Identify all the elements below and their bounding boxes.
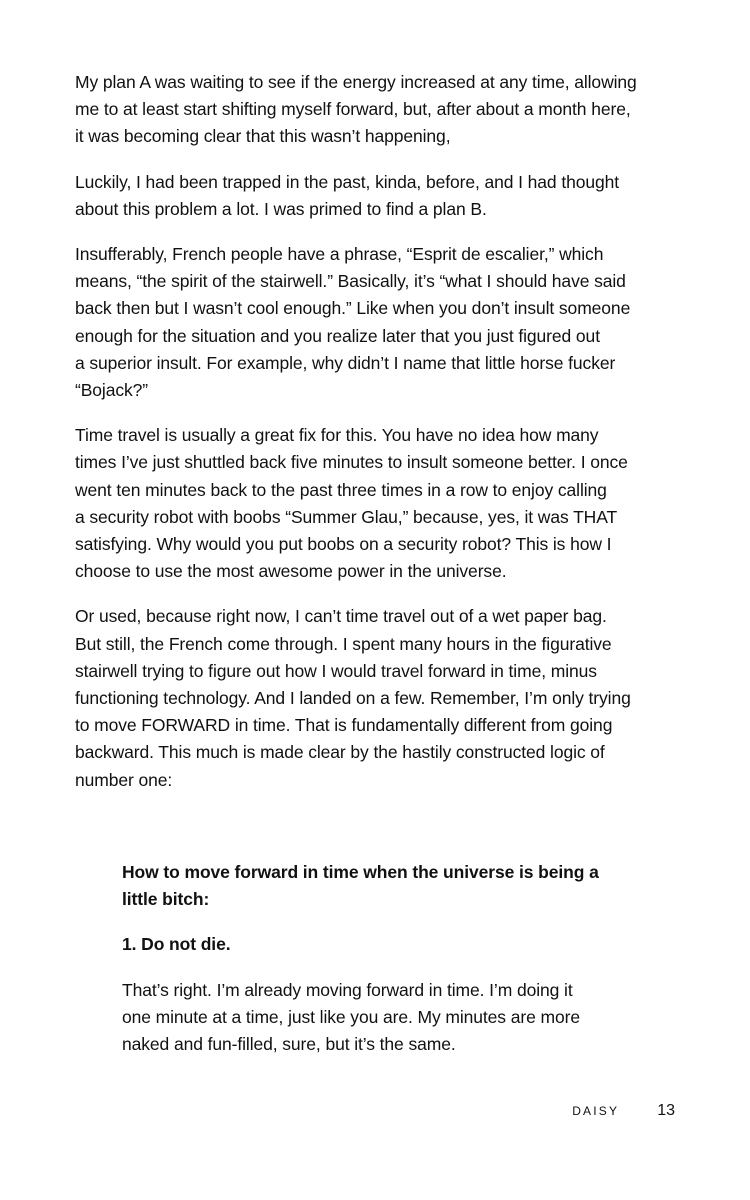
page-number: 13 — [657, 1102, 675, 1119]
text-line: But still, the French come through. I spent many hours in the figurative — [75, 633, 612, 654]
paragraph-esprit — [75, 241, 675, 404]
text-line: naked and fun-filled, sure, but it’s the same. — [122, 1034, 456, 1055]
body-text — [75, 69, 675, 812]
text-line: back then but I wasn’t cool enough.” Like when you don’t insult someone — [75, 298, 631, 319]
paragraph-plan-a — [75, 69, 675, 151]
paragraph-time-travel — [75, 422, 675, 585]
text-line: functioning technology. And I landed on a few. Remember, I’m only trying — [75, 688, 631, 709]
text-line: to move FORWARD in time. That is fundamentally different from going — [75, 715, 613, 736]
list-item-text — [122, 977, 622, 1059]
page-footer — [572, 1102, 675, 1120]
text-line: Insufferably, French people have a phrase, “Esprit de escalier,” which — [75, 244, 604, 265]
text-line: a security robot with boobs “Summer Glau,” because, yes, it was THAT — [75, 506, 618, 527]
text-line: Or used, because right now, I can’t time travel out of a wet paper bag. — [75, 606, 607, 627]
list-item-title: 1. Do not die. — [122, 934, 231, 955]
text-line: number one: — [75, 769, 173, 790]
text-line: about this problem a lot. I was primed to find a plan B. — [75, 198, 487, 219]
paragraph-plan-b — [75, 169, 675, 223]
text-line: me to at least start shifting myself forward, but, after about a month here, — [75, 99, 631, 120]
text-line: went ten minutes back to the past three times in a row to enjoy calling — [75, 479, 607, 500]
text-line: means, “the spirit of the stairwell.” Basically, it’s “what I should have said — [75, 271, 626, 292]
text-line: one minute at a time, just like you are. My minutes are more — [122, 1006, 580, 1027]
text-line: stairwell trying to figure out how I would travel forward in time, minus — [75, 660, 597, 681]
text-line: How to move forward in time when the universe is being a — [122, 862, 599, 882]
text-line: Luckily, I had been trapped in the past, kinda, before, and I had thought — [75, 171, 620, 192]
text-line: That’s right. I’m already moving forward in time. I’m doing it — [122, 979, 573, 1000]
indented-list — [122, 859, 622, 1058]
text-line: satisfying. Why would you put boobs on a security robot? This is how I — [75, 534, 612, 555]
text-line: times I’ve just shuttled back five minutes to insult someone better. I once — [75, 452, 628, 473]
list-heading — [122, 859, 622, 913]
text-line: little bitch: — [122, 889, 210, 910]
running-head: DAISY — [572, 1104, 620, 1118]
text-line: backward. This much is made clear by the hastily constructed logic of — [75, 742, 605, 763]
text-line: My plan A was waiting to see if the energy increased at any time, allowing — [75, 72, 637, 92]
paragraph-or-used — [75, 603, 675, 793]
text-line: enough for the situation and you realize later that you just figured out — [75, 325, 600, 346]
text-line: “Bojack?” — [75, 380, 149, 401]
text-line: it was becoming clear that this wasn’t happening, — [75, 126, 451, 147]
text-line: a superior insult. For example, why didn’t I name that little horse fucker — [75, 352, 616, 373]
text-line: Time travel is usually a great fix for this. You have no idea how many — [75, 425, 599, 446]
text-line: choose to use the most awesome power in the universe. — [75, 561, 507, 582]
